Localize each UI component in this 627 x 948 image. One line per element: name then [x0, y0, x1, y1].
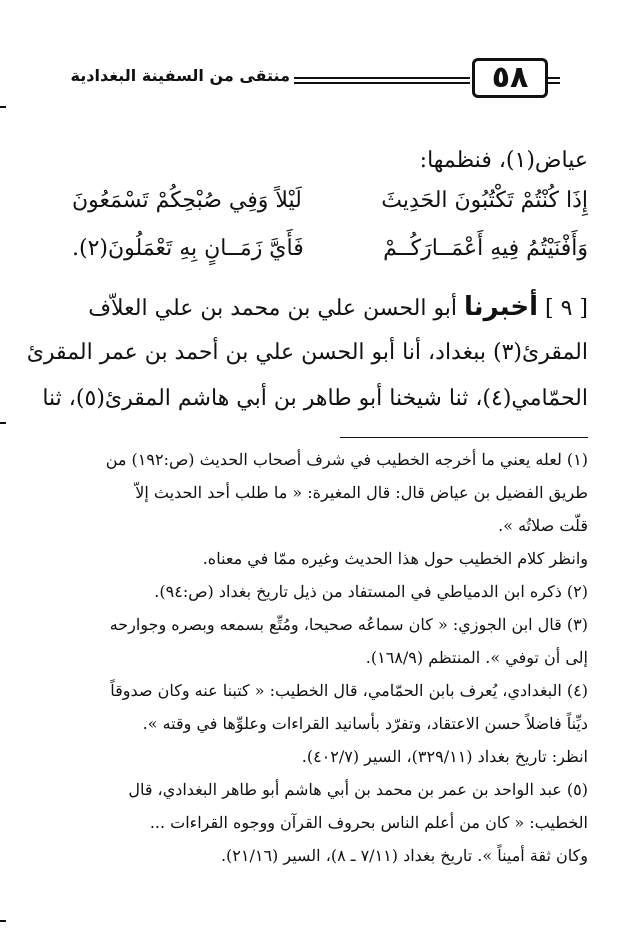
paragraph-text: أبو الحسن علي بن محمد بن علي العلاّف: [88, 296, 458, 321]
page-number: ٥٨: [472, 58, 548, 98]
verse-row: [72, 188, 588, 234]
paragraph-line: [88, 284, 588, 332]
footnote-line: قلّت صلاتُه ».: [498, 516, 588, 535]
verse-first-hemistich: وَأَفْنَيْتُمُ فِيهِ أَعْمَــارَكُــمْ: [383, 236, 588, 261]
akhbarana-keyword: أخبرنا: [464, 292, 539, 322]
margin-tick: [0, 422, 6, 424]
footnotes: [72, 450, 588, 890]
footnote-line: وكان ثقة أميناً ». تاريخ بغداد (٧/١١ ـ ٨)، السير (٢١/١٦).: [220, 846, 588, 865]
footnote-line: وانظر كلام الخطيب حول هذا الحديث وغيره ممّا في معناه.: [202, 549, 588, 568]
margin-tick: [0, 106, 6, 108]
footnote-line: (٣) قال ابن الجوزي: « كان سماعُه صحيحا، ومُتِّع بسمعه وبصره وجوارحه: [109, 615, 588, 634]
running-header-title: منتقى من السفينة البغدادية: [70, 66, 290, 85]
footnote-line: طريق الفضيل بن عياض قال: قال المغيرة: « ما طلب أحد الحديث إلاّ: [135, 483, 588, 502]
paragraph-number: [ ٩ ]: [545, 296, 588, 321]
footnote-line: إلى أن توفي ». المنتظم (١٦٨/٩).: [365, 648, 588, 667]
paragraph-line: المقرئ(٣) ببغداد، أنا أبو الحسن علي بن أحمد بن عمر المقرئ: [26, 340, 588, 365]
verse-row: [72, 236, 588, 282]
header-rule: [548, 77, 560, 79]
verse-second-hemistich: لَيْلاً وَفِي صُبْحِكُمْ تَسْمَعُونَ: [72, 188, 302, 213]
header-rule: [294, 77, 470, 79]
footnote-line: (٢) ذكره ابن الدمياطي في المستفاد من ذيل تاريخ بغداد (ص:٩٤).: [154, 582, 588, 601]
footnote-separator: [340, 437, 588, 438]
intro-line: عياض(١)، فنظمها:: [419, 148, 588, 173]
footnote-line: الخطيب: « كان من أعلم الناس بحروف القرآن ووجوه القراءات ...: [149, 813, 588, 832]
footnote-line: ديِّناً فاضلاً حسن الاعتقاد، وتفرّد بأسانيد القراءات وعلوِّها في وقته ».: [142, 714, 588, 733]
verse-first-hemistich: إِذَا كُنْتُمْ تَكْتُبُونَ الحَدِيثَ: [381, 188, 588, 213]
footnote-line: (١) لعله يعني ما أخرجه الخطيب في شرف أصحاب الحديث (ص:١٩٢) من: [105, 450, 588, 469]
main-text: [72, 138, 588, 184]
header-rule: [294, 82, 470, 84]
footnote-line: (٥) عبد الواحد بن عمر بن محمد بن أبي هاشم أبو طاهر البغدادي، قال: [128, 780, 588, 799]
footnote-line: انظر: تاريخ بغداد (٣٢٩/١١)، السير (٤٠٢/٧).: [301, 747, 588, 766]
narration-paragraph: [26, 284, 588, 434]
paragraph-line: الحمّامي(٤)، ثنا شيخنا أبو طاهر بن أبي هاشم المقرئ(٥)، ثنا: [42, 386, 588, 411]
footnote-line: (٤) البغدادي، يُعرف بابن الحمّامي، قال الخطيب: « كتبنا عنه وكان صدوقاً: [110, 681, 588, 700]
header-rule: [548, 82, 560, 84]
margin-tick: [0, 920, 6, 922]
verse-second-hemistich: فَأَيَّ زَمَــانٍ بِهِ تَعْمَلُونَ(٢).: [72, 236, 304, 261]
